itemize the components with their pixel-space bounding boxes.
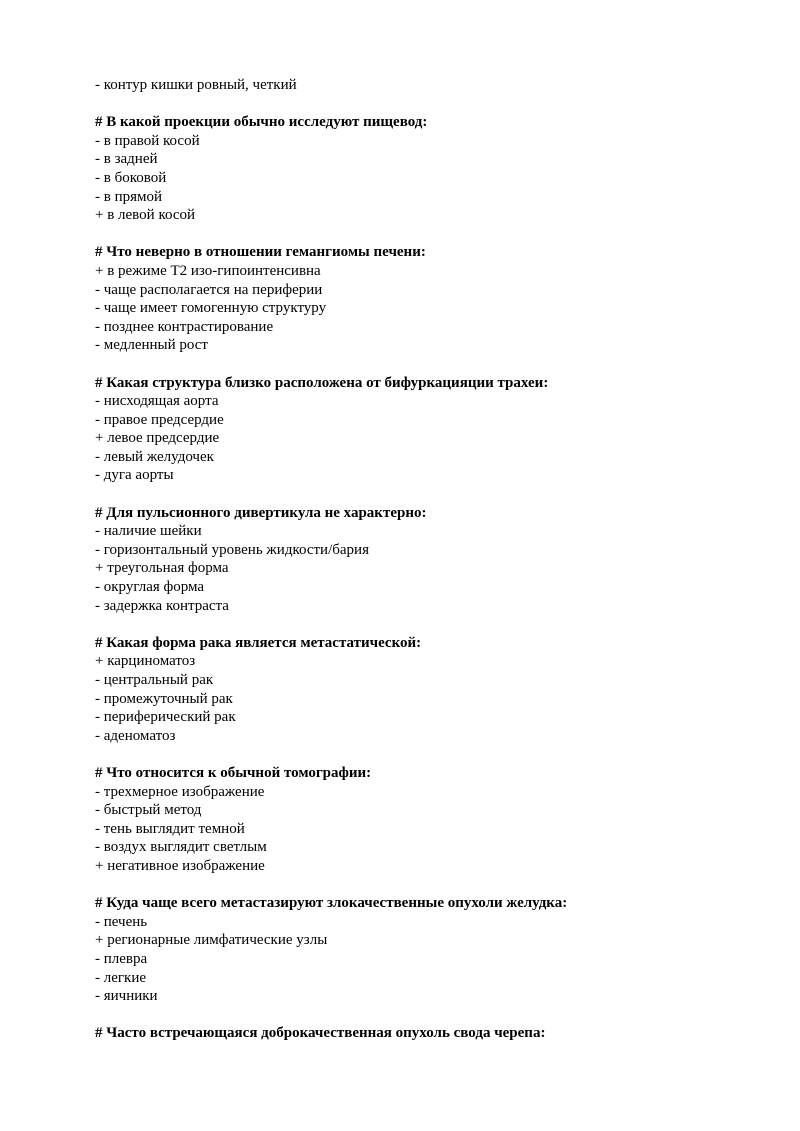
question-block xyxy=(95,764,775,876)
answer-option: - округлая форма xyxy=(95,579,205,596)
question-block xyxy=(95,243,775,355)
block-spacer xyxy=(95,1006,775,1025)
block-spacer xyxy=(95,95,775,114)
answer-option: - центральный рак xyxy=(95,672,214,688)
answer-option: - тень выглядит темной xyxy=(95,820,245,837)
answer-option: - печень xyxy=(95,913,148,930)
question-text: # Куда чаще всего метастазируют злокачественные опухоли желудка: xyxy=(95,895,568,912)
document-page xyxy=(95,76,775,1043)
question-text: # Часто встречающаяся доброкачественная опухоль свода черепа: xyxy=(95,1025,546,1042)
block-spacer xyxy=(95,485,775,504)
answer-option: - чаще имеет гомогенную структуру xyxy=(95,300,327,317)
answer-option: - дуга аорты xyxy=(95,467,174,484)
answer-option-correct: + карциноматоз xyxy=(95,653,196,670)
question-block xyxy=(95,894,775,1006)
answer-option: - нисходящая аорта xyxy=(95,393,219,410)
question-text: # Какая структура близко расположена от бифуркацияции трахеи: xyxy=(95,374,549,391)
answer-option-correct: + регионарные лимфатические узлы xyxy=(95,932,328,949)
answer-option: - задержка контраста xyxy=(95,597,229,614)
answer-option-correct: + в левой косой xyxy=(95,207,196,224)
question-list xyxy=(95,95,775,1043)
answer-option: - легкие xyxy=(95,969,147,986)
question-text: # Для пульсионного дивертикула не характерно: xyxy=(95,504,427,521)
block-spacer xyxy=(95,615,775,634)
answer-option: - чаще располагается на периферии xyxy=(95,281,323,298)
answer-option: - правое предсердие xyxy=(95,411,224,428)
answer-option: - яичники xyxy=(95,988,158,1005)
intro-line: - контур кишки ровный, четкий xyxy=(95,77,297,93)
question-text: # В какой проекции обычно исследуют пищевод: xyxy=(95,114,428,131)
question-block xyxy=(95,504,775,616)
answer-option: - плевра xyxy=(95,950,148,967)
block-spacer xyxy=(95,225,775,244)
answer-option-correct: + в режиме Т2 изо-гипоинтенсивна xyxy=(95,262,321,279)
answer-option: - трехмерное изображение xyxy=(95,783,265,800)
block-spacer xyxy=(95,355,775,374)
answer-option: - промежуточный рак xyxy=(95,690,233,707)
answer-option: - быстрый метод xyxy=(95,802,202,819)
question-text: # Что относится к обычной томографии: xyxy=(95,764,372,781)
answer-option: - в правой косой xyxy=(95,132,200,149)
block-spacer xyxy=(95,876,775,895)
answer-option: - в прямой xyxy=(95,188,163,205)
answer-option: - в боковой xyxy=(95,169,167,186)
block-spacer xyxy=(95,745,775,764)
question-block xyxy=(95,634,775,746)
answer-option: - воздух выглядит светлым xyxy=(95,839,267,856)
answer-option: - периферический рак xyxy=(95,709,236,726)
question-block xyxy=(95,113,775,225)
answer-option: - в задней xyxy=(95,151,158,168)
answer-option-correct: + негативное изображение xyxy=(95,857,265,874)
answer-option: - наличие шейки xyxy=(95,523,202,540)
answer-option-correct: + треугольная форма xyxy=(95,560,229,577)
answer-option: - позднее контрастирование xyxy=(95,318,274,335)
question-text: # Какая форма рака является метастатической: xyxy=(95,634,422,651)
answer-option: - левый желудочек xyxy=(95,448,214,465)
answer-option: - аденоматоз xyxy=(95,727,176,744)
question-block xyxy=(95,1024,775,1043)
question-block xyxy=(95,374,775,486)
answer-option-correct: + левое предсердие xyxy=(95,430,220,447)
question-text: # Что неверно в отношении гемангиомы печени: xyxy=(95,244,426,261)
answer-option: - горизонтальный уровень жидкости/бария xyxy=(95,541,369,558)
answer-option: - медленный рост xyxy=(95,337,208,354)
